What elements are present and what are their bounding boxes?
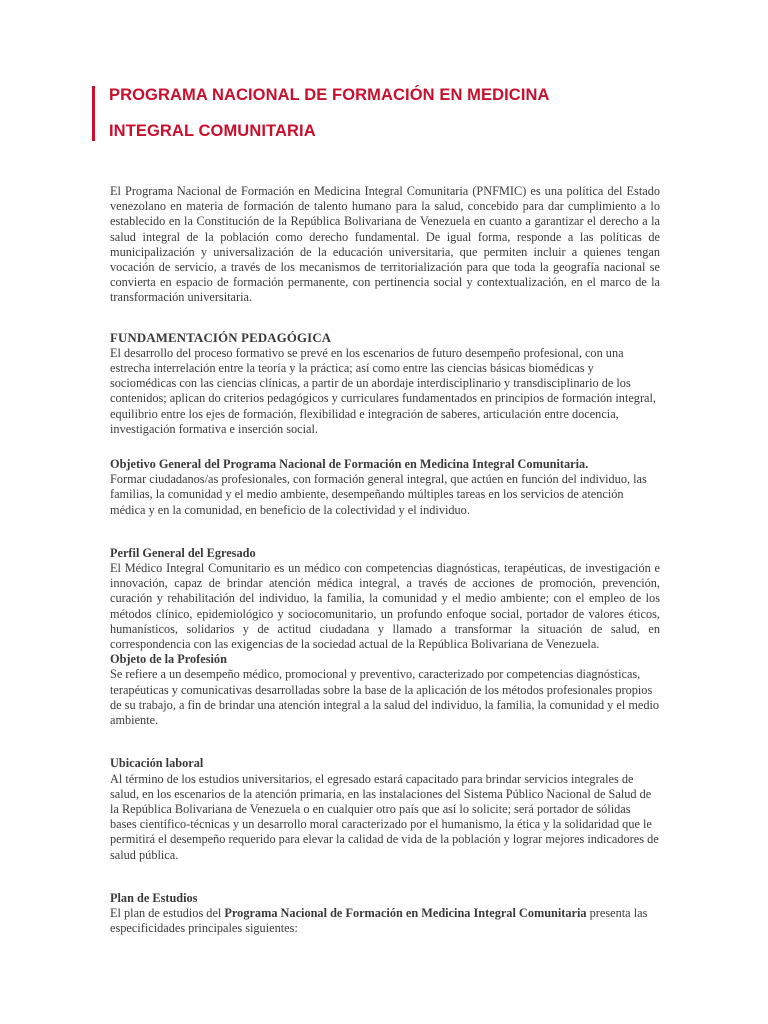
document-title <box>92 86 709 141</box>
fundamentacion-paragraph: El desarrollo del proceso formativo se prevé en los escenarios de futuro desempeño profesional, con una estrecha interrelación entre la teoría y la práctica; así como entre las ciencias básicas biomédicas y sociomédicas con las ciencias clínicas, a partir de un abordaje interdisciplinario y transdisciplinario de los contenidos; aplican do criterios pedagógicos y curriculares fundamentados en principios de formación integral, equilibrio entre los ejes de formación, flexibilidad e integración de saberes, articulación entre docencia, investigación formativa e inserción social. <box>110 345 657 436</box>
plan-text-after: presenta las especificidades principales siguientes: <box>110 905 648 936</box>
plan-heading: Plan de Estudios <box>110 890 198 905</box>
plan-text-before: El plan de estudios del <box>110 905 225 920</box>
title-line-1: PROGRAMA NACIONAL DE FORMACIÓN EN MEDICINA <box>109 86 550 104</box>
objetivo-paragraph: Formar ciudadanos/as profesionales, con formación general integral, que actúen en función del individuo, las familias, la comunidad y el medio ambiente, desempeñando múltiples tareas en los servicios de atención médica y en la comunidad, en beneficio de la colectividad y el individuo. <box>110 472 647 517</box>
title-line-2: INTEGRAL COMUNITARIA <box>109 122 316 140</box>
perfil-heading: Perfil General del Egresado <box>110 545 256 560</box>
perfil-paragraph: El Médico Integral Comunitario es un médico con competencias diagnósticas, terapéuticas, de investigación e innovación, capaz de brindar atención médica integral, a través de acciones de promoción, prevención, curación y rehabilitación del individuo, la familia, la comunidad y el medio ambiente; con el empleo de los métodos clínico, epidemiológico y sociocomunitario, un profundo enfoque social, portador de valores éticos, humanísticos, solidarios y de actitud ciudadana y llamado a transformar la situación de salud, en correspondencia con las exigencias de la sociedad actual de la República Bolivariana de Venezuela. <box>110 561 660 652</box>
intro-paragraph: El Programa Nacional de Formación en Medicina Integral Comunitaria (PNFMIC) es una política del Estado venezolano en materia de formación de talento humano para la salud, concebido para dar cumplimiento a lo establecido en la Constitución de la República Bolivariana de Venezuela en cuanto a garantizar el derecho a la salud integral de la población como derecho fundamental. De igual forma, responde a las políticas de municipalización y universalización de la educación universitaria, que permiten incluir a quienes tengan vocación de servicio, a través de los mecanismos de territorialización para que toda la geografía nacional se convierta en espacio de formación permanente, con pertinencia social y contextualización, en el marco de la transformación universitaria. <box>110 184 660 305</box>
document-body <box>110 184 660 936</box>
objeto-paragraph: Se refiere a un desempeño médico, promocional y preventivo, caracterizado por competencias diagnósticas, terapéuticas y comunicativas desarrolladas sobre la base de la aplicación de los métodos profesionales propios de su trabajo, a fin de brindar una atención integral a la salud del individuo, la familia, la comunidad y el medio ambiente. <box>110 667 660 728</box>
plan-paragraph <box>110 906 660 936</box>
ubicacion-paragraph: Al término de los estudios universitarios, el egresado estará capacitado para brindar servicios integrales de salud, en los escenarios de la atención primaria, en las instalaciones del Sistema Público Nacional de Salud de la República Bolivariana de Venezuela o en cualquier otro país que así lo solicite; será portador de sólidas bases científico-técnicas y un desarrollo moral caracterizado por el humanismo, la ética y la solidaridad que le permitirá el desempeño requerido para elevar la calidad de vida de la población y lograr mejores indicadores de salud pública. <box>110 771 659 862</box>
ubicacion-heading: Ubicación laboral <box>110 756 204 771</box>
fundamentacion-heading: FUNDAMENTACIÓN PEDAGÓGICA <box>110 330 332 345</box>
plan-program-name: Programa Nacional de Formación en Medicina Integral Comunitaria <box>224 905 587 920</box>
objeto-heading: Objeto de la Profesión <box>110 652 227 667</box>
objetivo-heading: Objetivo General del Programa Nacional de Formación en Medicina Integral Comunitaria. <box>110 457 589 472</box>
